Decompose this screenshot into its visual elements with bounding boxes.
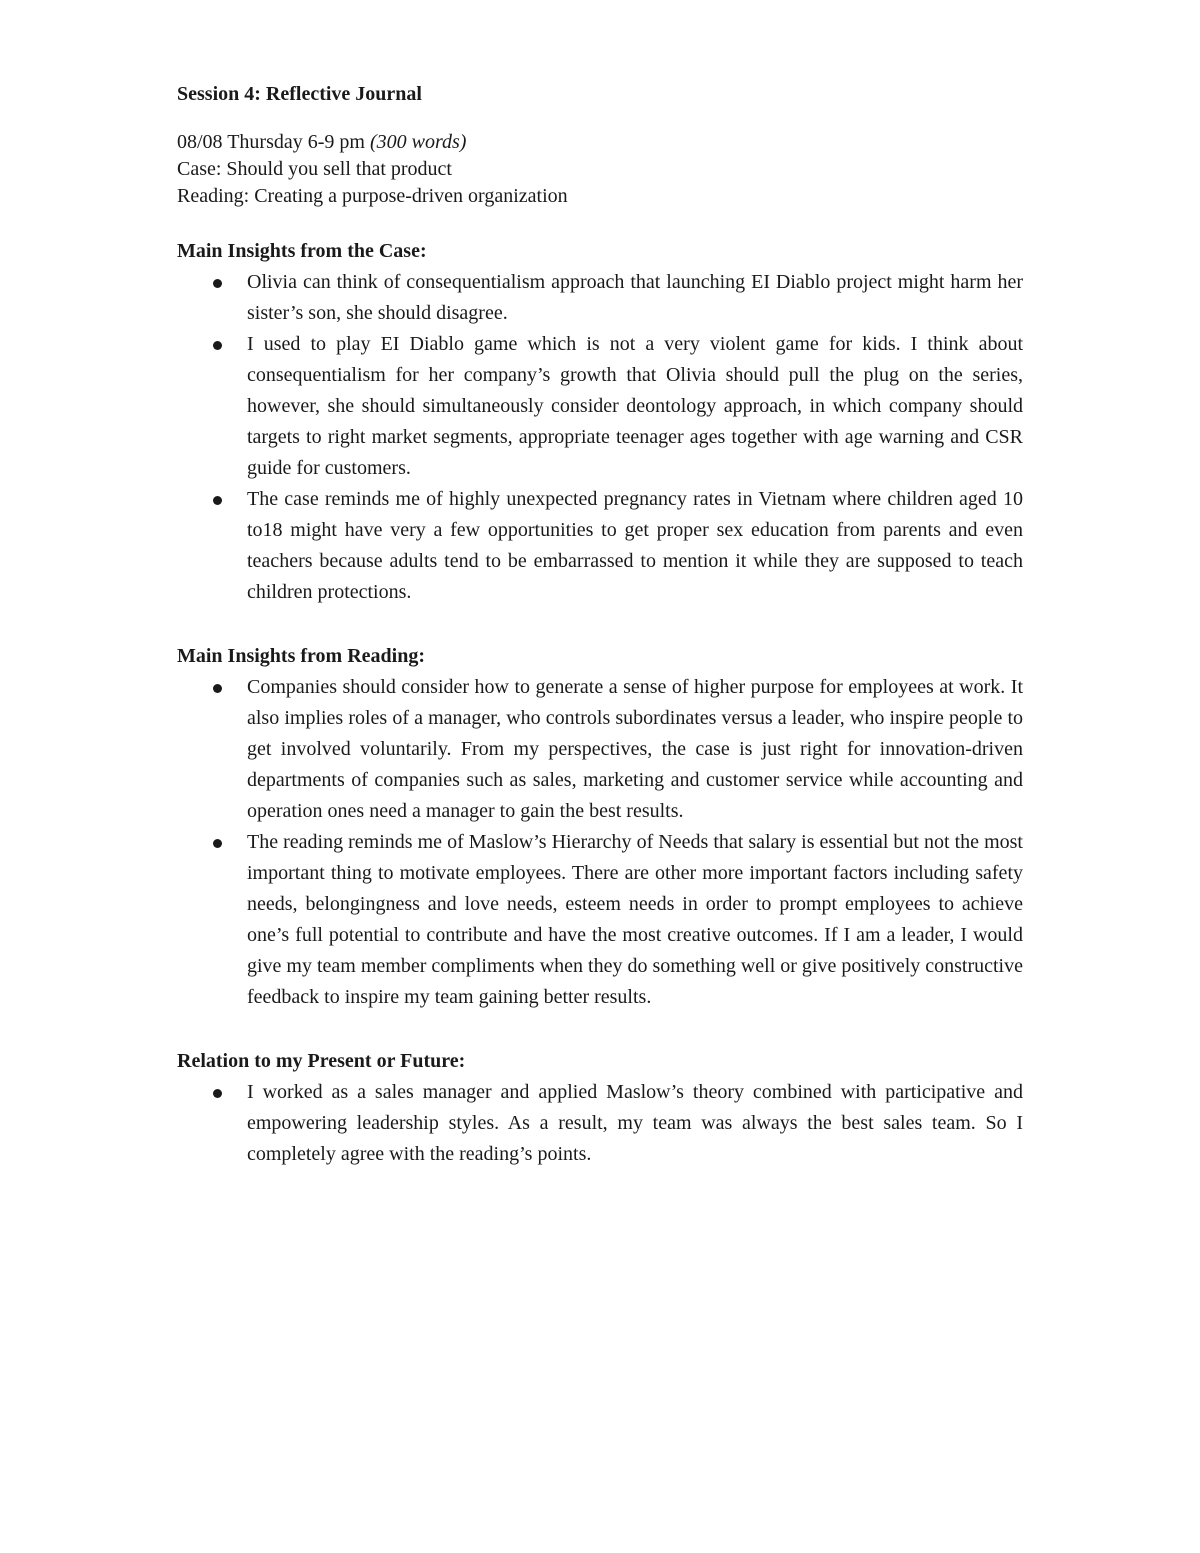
section-case-insights: [177, 236, 1023, 608]
document-page: [177, 78, 1023, 1203]
bullet-icon: [213, 839, 222, 848]
bullet-icon: [213, 496, 222, 505]
reading-insights-list: [177, 672, 1023, 1013]
section-heading-relation: Relation to my Present or Future:: [177, 1050, 466, 1072]
list-item-text: The case reminds me of highly unexpected pregnancy rates in Vietnam where children aged 10 to18 might have very a few opportunities to get proper sex education from parents and even teachers because adults tend to be embarrassed to mention it while they are supposed to teach children protections.: [247, 488, 1023, 603]
session-meta: [177, 129, 1023, 210]
list-item-text: I worked as a sales manager and applied Maslow’s theory combined with participative and empowering leadership styles. As a result, my team was always the best sales team. So I completely agree with the reading’s points.: [247, 1081, 1023, 1165]
list-item-text: The reading reminds me of Maslow’s Hierarchy of Needs that salary is essential but not the most important thing to motivate employees. There are other more important factors including safety needs, belongingness and love needs, esteem needs in order to prompt employees to achieve one’s full potential to contribute and have the most creative outcomes. If I am a leader, I would give my team member compliments when they do something well or give positively constructive feedback to inspire my team gaining better results.: [247, 831, 1023, 1008]
list-item: [177, 329, 1023, 484]
relation-list: [177, 1077, 1023, 1170]
list-item: [177, 672, 1023, 827]
list-item: [177, 484, 1023, 608]
document-title: Session 4: Reflective Journal: [177, 83, 422, 105]
list-item-text: I used to play EI Diablo game which is not a very violent game for kids. I think about consequentialism for her company’s growth that Olivia should pull the plug on the series, however, she should simultaneously consider deontology approach, in which company should targets to right market segments, appropriate teenager ages together with age warning and CSR guide for customers.: [247, 333, 1023, 479]
section-reading-insights: [177, 641, 1023, 1013]
list-item: [177, 267, 1023, 329]
word-count-note: (300 words): [369, 131, 467, 153]
reading-line: Reading: Creating a purpose-driven organization: [177, 185, 568, 207]
section-heading-case: Main Insights from the Case:: [177, 240, 427, 262]
list-item: [177, 1077, 1023, 1170]
bullet-icon: [213, 684, 222, 693]
case-insights-list: [177, 267, 1023, 608]
list-item-text: Olivia can think of consequentialism approach that launching EI Diablo project might harm her sister’s son, she should disagree.: [247, 271, 1023, 324]
bullet-icon: [213, 279, 222, 288]
section-relation: [177, 1046, 1023, 1170]
bullet-icon: [213, 341, 222, 350]
section-heading-reading: Main Insights from Reading:: [177, 645, 425, 667]
session-date: 08/08 Thursday 6-9 pm: [177, 131, 365, 153]
case-line: Case: Should you sell that product: [177, 158, 452, 180]
session-date-line: [177, 129, 1023, 156]
list-item-text: Companies should consider how to generate a sense of higher purpose for employees at work. It also implies roles of a manager, who controls subordinates versus a leader, who inspire people to get involved voluntarily. From my perspectives, the case is just right for innovation-driven departments of companies such as sales, marketing and customer service while accounting and operation ones need a manager to gain the best results.: [247, 676, 1023, 822]
bullet-icon: [213, 1089, 222, 1098]
list-item: [177, 827, 1023, 1013]
